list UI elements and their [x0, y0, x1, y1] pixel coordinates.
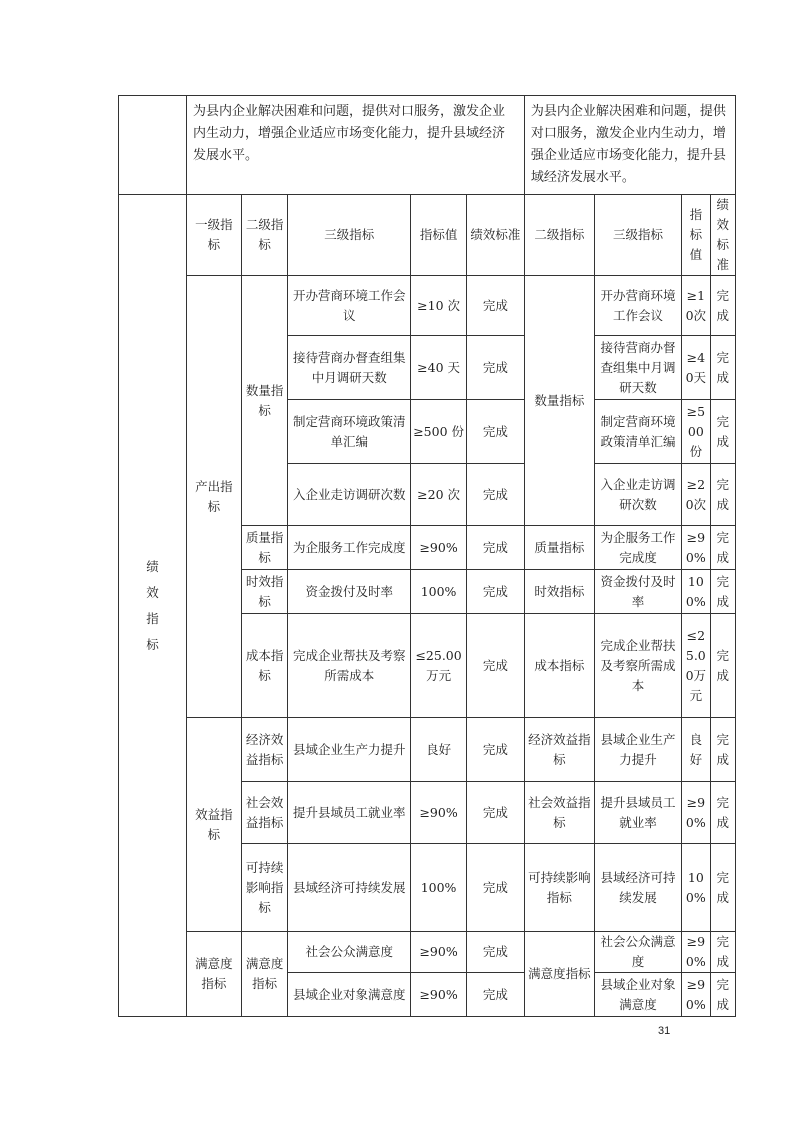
value-cell: ≥90%	[411, 932, 467, 973]
value-cell: ≥10 次	[411, 276, 467, 336]
level3-right-cell: 县域经济可持续发展	[594, 844, 681, 932]
level3-right-cell: 完成企业帮扶及考察所需成本	[594, 614, 681, 718]
value-right-cell: ≥10次	[682, 276, 710, 336]
level2-right-quantity: 数量指标	[524, 276, 594, 526]
side-label-performance	[119, 195, 187, 1017]
value-cell: ≥90%	[411, 973, 467, 1017]
level2-quality: 质量指标	[241, 526, 288, 570]
standard-cell: 完成	[466, 718, 524, 782]
goal-row	[119, 96, 736, 195]
standard-right-cell: 完成	[710, 464, 735, 526]
table-row	[119, 718, 736, 782]
level3-cell: 制定营商环境政策清单汇编	[288, 400, 411, 464]
header-standard: 绩效标准	[466, 195, 524, 276]
table-row	[119, 276, 736, 336]
standard-cell: 完成	[466, 400, 524, 464]
value-right-cell: 良好	[682, 718, 710, 782]
standard-right-cell: 完成	[710, 570, 735, 614]
value-right-cell: ≥500份	[682, 400, 710, 464]
level3-cell: 开办营商环境工作会议	[288, 276, 411, 336]
value-cell: ≥500 份	[411, 400, 467, 464]
standard-cell: 完成	[466, 464, 524, 526]
standard-cell: 完成	[466, 526, 524, 570]
level2-economic: 经济效益指标	[241, 718, 288, 782]
value-right-cell: ≥90%	[682, 932, 710, 973]
level1-satisfaction: 满意度指标	[186, 932, 241, 1017]
standard-right-cell: 完成	[710, 526, 735, 570]
header-standard-b: 绩效标准	[710, 195, 735, 276]
level3-cell: 提升县域员工就业率	[288, 782, 411, 844]
standard-right-cell: 完成	[710, 400, 735, 464]
level2-right-social: 社会效益指标	[524, 782, 594, 844]
level3-right-cell: 为企服务工作完成度	[594, 526, 681, 570]
standard-right-cell: 完成	[710, 844, 735, 932]
value-right-cell: 100%	[682, 844, 710, 932]
value-cell: ≥40 天	[411, 336, 467, 400]
level3-right-cell: 县域企业对象满意度	[594, 973, 681, 1017]
level3-right-cell: 接待营商办督查组集中月调研天数	[594, 336, 681, 400]
standard-cell: 完成	[466, 614, 524, 718]
level2-cost: 成本指标	[241, 614, 288, 718]
header-level3: 三级指标	[288, 195, 411, 276]
level3-cell: 接待营商办督查组集中月调研天数	[288, 336, 411, 400]
standard-right-cell: 完成	[710, 276, 735, 336]
header-level1: 一级指标	[186, 195, 241, 276]
level3-right-cell: 提升县域员工就业率	[594, 782, 681, 844]
value-right-cell: ≤25.00万元	[682, 614, 710, 718]
level2-timeliness: 时效指标	[241, 570, 288, 614]
level2-right-economic: 经济效益指标	[524, 718, 594, 782]
header-row	[119, 195, 736, 276]
value-cell: ≥90%	[411, 782, 467, 844]
goal-text-right: 为县内企业解决困难和问题，提供对口服务，激发企业内生动力，增强企业适应市场变化能力，提升县域经济发展水平。	[524, 96, 735, 195]
level2-quantity: 数量指标	[241, 276, 288, 526]
level3-cell: 为企服务工作完成度	[288, 526, 411, 570]
standard-cell: 完成	[466, 973, 524, 1017]
value-right-cell: 100%	[682, 570, 710, 614]
standard-cell: 完成	[466, 932, 524, 973]
standard-right-cell: 完成	[710, 973, 735, 1017]
value-right-cell: ≥90%	[682, 526, 710, 570]
level2-right-sustainable: 可持续影响指标	[524, 844, 594, 932]
level2-right-cost: 成本指标	[524, 614, 594, 718]
standard-cell: 完成	[466, 336, 524, 400]
standard-right-cell: 完成	[710, 932, 735, 973]
level3-cell: 完成企业帮扶及考察所需成本	[288, 614, 411, 718]
level1-output: 产出指标	[186, 276, 241, 718]
level3-right-cell: 开办营商环境工作会议	[594, 276, 681, 336]
level2-right-satisfaction: 满意度指标	[524, 932, 594, 1017]
level3-cell: 县域企业生产力提升	[288, 718, 411, 782]
level3-right-cell: 县域企业生产力提升	[594, 718, 681, 782]
level3-cell: 社会公众满意度	[288, 932, 411, 973]
level3-cell: 县域经济可持续发展	[288, 844, 411, 932]
performance-table	[118, 95, 736, 1017]
header-level2: 二级指标	[241, 195, 288, 276]
page-number: 31	[658, 1025, 671, 1037]
standard-cell: 完成	[466, 570, 524, 614]
level1-benefit: 效益指标	[186, 718, 241, 932]
level3-right-cell: 资金拨付及时率	[594, 570, 681, 614]
level3-right-cell: 社会公众满意度	[594, 932, 681, 973]
value-cell: ≥90%	[411, 526, 467, 570]
value-right-cell: ≥90%	[682, 782, 710, 844]
value-cell: 100%	[411, 570, 467, 614]
standard-right-cell: 完成	[710, 614, 735, 718]
value-cell: ≤25.00万元	[411, 614, 467, 718]
level2-right-timeliness: 时效指标	[524, 570, 594, 614]
side-label-text: 绩效指标	[146, 558, 159, 652]
table-row	[119, 932, 736, 973]
value-cell: ≥20 次	[411, 464, 467, 526]
value-right-cell: ≥40天	[682, 336, 710, 400]
header-value-b: 指标值	[682, 195, 710, 276]
level3-right-cell: 制定营商环境政策清单汇编	[594, 400, 681, 464]
standard-right-cell: 完成	[710, 718, 735, 782]
value-cell: 100%	[411, 844, 467, 932]
header-level2-b: 二级指标	[524, 195, 594, 276]
level3-cell: 县域企业对象满意度	[288, 973, 411, 1017]
level2-right-quality: 质量指标	[524, 526, 594, 570]
level3-cell: 入企业走访调研次数	[288, 464, 411, 526]
level2-sustainable: 可持续影响指标	[241, 844, 288, 932]
standard-right-cell: 完成	[710, 782, 735, 844]
standard-right-cell: 完成	[710, 336, 735, 400]
goal-text-left: 为县内企业解决困难和问题，提供对口服务，激发企业内生动力，增强企业适应市场变化能力，提升县域经济发展水平。	[186, 96, 524, 195]
value-right-cell: ≥20次	[682, 464, 710, 526]
value-cell: 良好	[411, 718, 467, 782]
header-value: 指标值	[411, 195, 467, 276]
level2-satisfaction: 满意度指标	[241, 932, 288, 1017]
level2-social: 社会效益指标	[241, 782, 288, 844]
standard-cell: 完成	[466, 844, 524, 932]
header-level3-b: 三级指标	[594, 195, 681, 276]
value-right-cell: ≥90%	[682, 973, 710, 1017]
standard-cell: 完成	[466, 782, 524, 844]
level3-cell: 资金拨付及时率	[288, 570, 411, 614]
standard-cell: 完成	[466, 276, 524, 336]
goal-blank-cell	[119, 96, 187, 195]
level3-right-cell: 入企业走访调研次数	[594, 464, 681, 526]
